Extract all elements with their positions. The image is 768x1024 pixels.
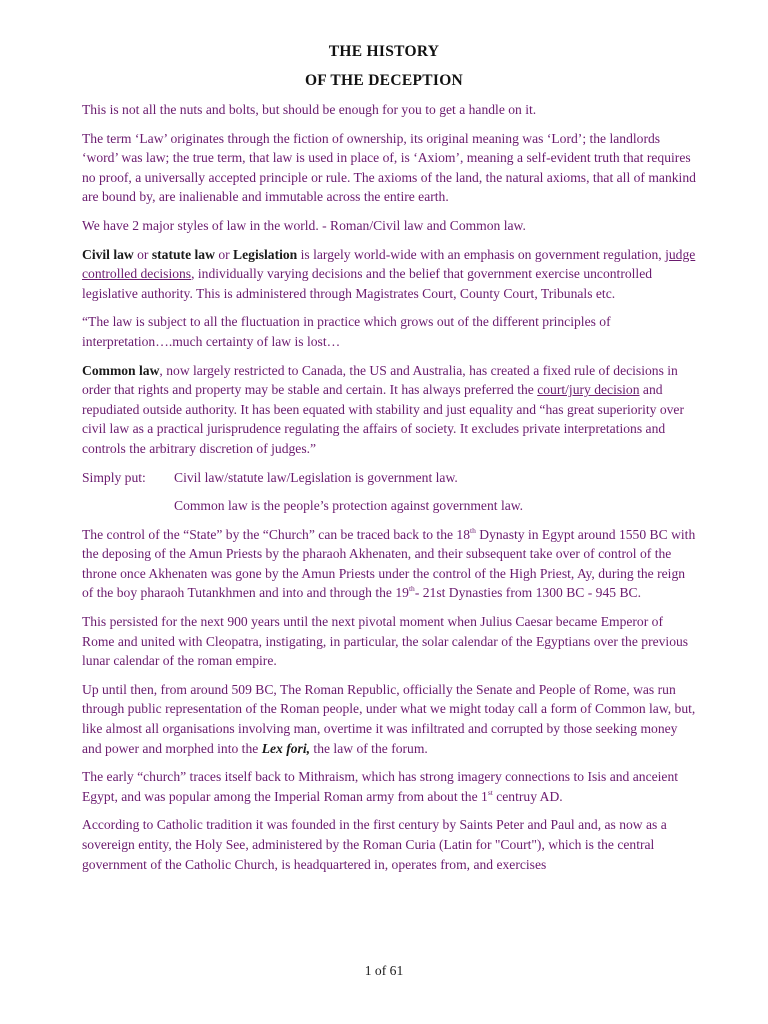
common-law-term: Common law bbox=[82, 362, 160, 378]
legislation-term: Legislation bbox=[233, 246, 298, 262]
text-fragment: and repudiated outside authority. It has been equated with stability and just equality and “has great superiority over civil law as a practical jurisprudence regulating the affairs of society. It excludes private interpretations and controls the arbitrary discretion of judges.” bbox=[82, 382, 684, 456]
paragraph-common-law bbox=[82, 361, 696, 459]
document-title-line-1: THE HISTORY bbox=[328, 43, 440, 60]
text-fragment: centruy AD. bbox=[492, 788, 563, 804]
text-fragment: or bbox=[214, 246, 234, 262]
paragraph-law-term: The term ‘Law’ originates through the fiction of ownership, its original meaning was ‘Lord’; the landlords ‘word’ was law; the true term, that law is used in place of, is ‘Axiom’, meaning a self-evident truth that requires no proof, a universally accepted principle or rule. The axioms of the land, the natural axioms, that all of mankind are bound by, are inalienable and immutable across the entire earth. bbox=[82, 130, 696, 205]
paragraph-julius-caesar: This persisted for the next 900 years until the next pivotal moment when Julius Caesar became Emperor of Rome and united with Cleopatra, instigating, in particular, the solar calendar of the Egyptians over the previous lunar calendar of the roman empire. bbox=[82, 614, 689, 669]
document-body bbox=[82, 100, 696, 883]
paragraph-intro: This is not all the nuts and bolts, but should be enough for you to get a handle on it. bbox=[82, 102, 537, 117]
simply-put-line-2: Common law is the people’s protection against government law. bbox=[174, 498, 524, 514]
paragraph-roman-republic bbox=[82, 680, 696, 758]
text-fragment: Dynasty in Egypt around 1550 BC with the deposing of the Amun Priests by the pharaoh Akhenaten, and their subsequent take over of control of the throne once Akhenaten was gone by the Amun Priests under the control of the High Priest, Ay, during the reign of the boy pharaoh Tutankhmen and into and through the 19 bbox=[82, 526, 696, 601]
simply-put-row bbox=[82, 468, 696, 488]
judge-controlled-decisions-underline: judge controlled decisions bbox=[82, 246, 696, 282]
text-fragment: , now largely restricted to Canada, the US and Australia, has created a fixed rule of decisions in order that rights and property may be stable and certain. It has always preferred the bbox=[82, 362, 678, 398]
paragraph-civil-law bbox=[82, 245, 696, 304]
paragraph-mithraism bbox=[82, 767, 696, 806]
text-fragment: is largely world-wide with an emphasis on government regulation, bbox=[297, 246, 666, 262]
superscript: th bbox=[470, 525, 476, 535]
paragraph-styles-of-law: We have 2 major styles of law in the world. - Roman/Civil law and Common law. bbox=[82, 217, 526, 233]
text-fragment: , individually varying decisions and the belief that government exercise uncontrolled legislative authority. This is administered through Magistrates Court, County Court, Tribunals etc. bbox=[82, 266, 653, 301]
page-number: 1 of 61 bbox=[364, 963, 404, 978]
simply-put-line-1: Civil law/statute law/Legislation is government law. bbox=[174, 469, 458, 485]
civil-law-term: Civil law bbox=[82, 246, 134, 262]
statute-law-term: statute law bbox=[151, 246, 215, 262]
text-fragment: The control of the “State” by the “Church” can be traced back to the 18 bbox=[82, 526, 471, 542]
paragraph-quote-fluctuation: “The law is subject to all the fluctuation in practice which grows out of the different principles of interpretation….much certainty of law is lost… bbox=[82, 314, 611, 349]
text-fragment: or bbox=[133, 246, 152, 262]
simply-put-label: Simply put: bbox=[82, 469, 146, 485]
text-fragment: The early “church” traces itself back to Mithraism, which has strong imagery connections to Isis and anceient Egypt, and was popular among the Imperial Roman army from about the 1 bbox=[82, 769, 679, 804]
text-fragment: - 21st Dynasties from 1300 BC - 945 BC. bbox=[414, 585, 641, 601]
superscript: th bbox=[408, 584, 415, 594]
document-title-line-2: OF THE DECEPTION bbox=[304, 72, 464, 89]
court-jury-decision-underline: court/jury decision bbox=[537, 382, 640, 398]
superscript: st bbox=[487, 787, 493, 797]
text-fragment: Up until then, from around 509 BC, The Roman Republic, officially the Senate and People of Rome, was run through public representation of the Roman people, under what we might today call a form of Common law, but, like almost all organisations involving man, overtime it was infiltrated and corrupted by those seeking money and power and morphed into the bbox=[82, 681, 696, 756]
paragraph-egypt-dynasty bbox=[82, 525, 696, 603]
paragraph-catholic-tradition: According to Catholic tradition it was founded in the first century by Saints Peter and Paul and, as now as a sovereign entity, the Holy See, administered by the Roman Curia (Latin for "Court"), which is the central government of the Catholic Church, is headquartered in, operates from, and exercises bbox=[82, 817, 667, 872]
lex-fori-term: Lex fori, bbox=[261, 740, 311, 756]
text-fragment: the law of the forum. bbox=[310, 740, 428, 756]
